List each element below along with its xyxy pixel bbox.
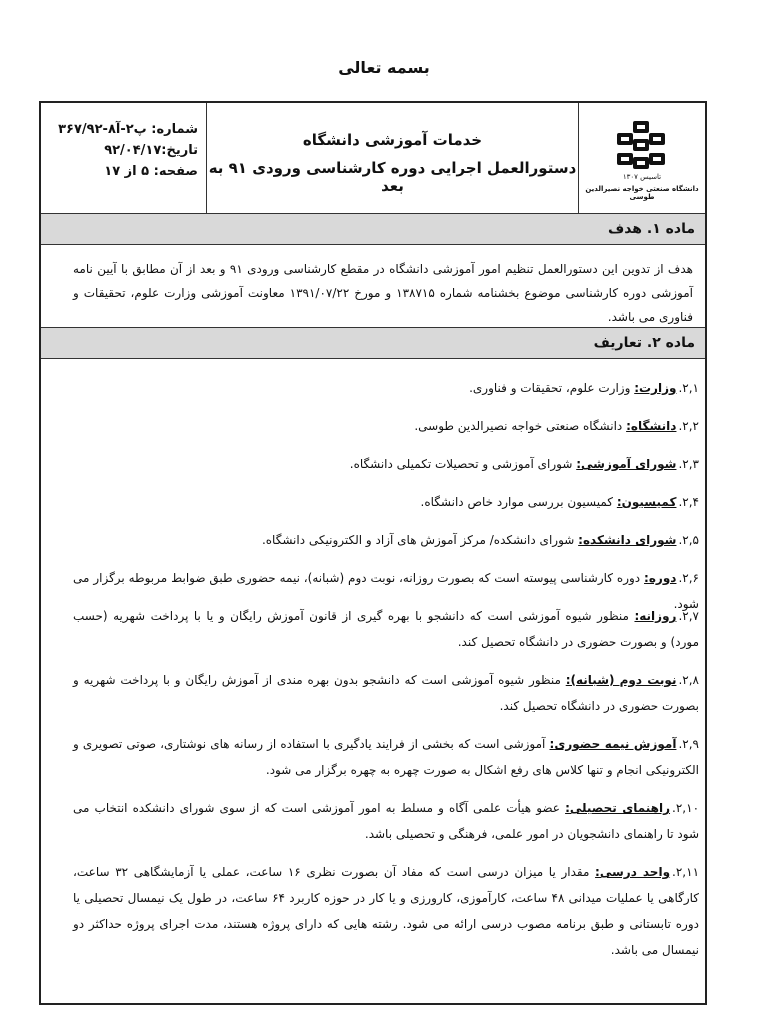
university-logo-area xyxy=(579,103,705,213)
definition-text: شورای دانشکده/ مرکز آموزش های آزاد و الکترونیکی دانشگاه. xyxy=(261,533,579,547)
definition-text: منظور شیوه آموزشی است که دانشجو بدون بهره مندی از آموزش رایگان و با پرداخت شهریه و بصورت حضوری در دانشگاه تحصیل کند. xyxy=(73,673,699,713)
definition-text: عضو هیأت علمی آگاه و مسلط به امور آموزشی است که از سوی شورای دانشکده انتخاب می شود تا راهنمای دانشجویان در امور علمی، فرهنگی و تحصیلی باشد. xyxy=(73,801,699,841)
definition-text: کمیسیون بررسی موارد خاص دانشگاه. xyxy=(420,495,617,509)
definition-number: ۲,۸. xyxy=(678,673,699,687)
definition-item xyxy=(73,667,699,719)
university-logo-icon xyxy=(613,119,669,171)
definition-text: شورای آموزشی و تحصیلات تکمیلی دانشگاه. xyxy=(349,457,577,471)
definition-number: ۲,۷. xyxy=(678,609,699,623)
definition-item xyxy=(73,603,699,655)
definition-number: ۲,۱۱. xyxy=(672,865,700,879)
definition-term: شورای دانشکده: xyxy=(578,533,677,547)
section-heading-definitions: ماده ۲. تعاریف xyxy=(41,327,705,359)
definition-item xyxy=(73,527,699,553)
definition-item xyxy=(73,451,699,477)
definition-item xyxy=(73,489,699,515)
definition-number: ۲,۹. xyxy=(678,737,699,751)
definition-term: دوره: xyxy=(644,571,677,585)
page-title: بسمه تعالی xyxy=(338,58,430,77)
definition-item xyxy=(73,731,699,783)
section-heading-goal: ماده ۱. هدف xyxy=(41,213,705,245)
definition-text: وزارت علوم، تحقیقات و فناوری. xyxy=(469,381,635,395)
department-title: خدمات آموزشی دانشگاه xyxy=(302,131,483,149)
definition-item xyxy=(73,375,699,401)
definition-number: ۲,۶. xyxy=(678,571,699,585)
definition-item xyxy=(73,859,699,963)
definition-number: ۲,۳. xyxy=(678,457,699,471)
document-heading xyxy=(207,103,579,213)
logo-founded-caption: تاسیس ۱۳۰۷ xyxy=(622,173,662,181)
definition-number: ۲,۱. xyxy=(678,381,699,395)
page-counter: صفحه: ۵ از ۱۷ xyxy=(104,164,198,179)
definition-term: وزارت: xyxy=(634,381,677,395)
definition-text: منظور شیوه آموزشی است که دانشجو با بهره گیری از قانون آموزش رایگان و یا با پرداخت شهریه (حسب مورد) و بصورت حضوری در دانشگاه تحصیل کند. xyxy=(73,609,699,649)
definition-item xyxy=(73,795,699,847)
document-meta xyxy=(41,103,207,213)
definition-term: آموزش نیمه حضوری: xyxy=(549,737,677,751)
definition-term: دانشگاه: xyxy=(626,419,677,433)
definition-number: ۲,۵. xyxy=(678,533,699,547)
definition-number: ۲,۴. xyxy=(678,495,699,509)
definition-text: آموزشی است که بخشی از فرایند یادگیری با استفاده از رسانه های نوشتاری، صوتی تصویری و الکترونیکی انجام و تنها کلاس های رفع اشکال به صورت چهره به چهره برگزار می شود. xyxy=(73,737,699,777)
definition-term: نوبت دوم (شبانه): xyxy=(565,673,677,687)
definition-item xyxy=(73,413,699,439)
document-header xyxy=(41,103,705,213)
document-date: تاریخ:۹۲/۰۴/۱۷ xyxy=(104,143,198,158)
document-frame xyxy=(39,101,707,1005)
document-number: شماره: پ۲-آ۸-۳۶۷/۹۲ xyxy=(58,122,198,137)
definition-text: دوره کارشناسی پیوسته است که بصورت روزانه، نوبت دوم (شبانه)، نیمه حضوری طبق ضوابط مربوطه برگزار می شود. xyxy=(73,571,699,611)
definition-term: روزانه: xyxy=(634,609,677,623)
definition-text: مقدار یا میزان درسی است که مفاد آن بصورت نظری ۱۶ ساعت، عملی یا آزمایشگاهی ۳۲ ساعت، کارگاهی یا عملیات میدانی ۴۸ ساعت، کارآموزی، کارورزی و یا کار در حوزه کاربرد ۶۴ ساعت، در طول یک نیمسال تحصیلی یا دوره تابستانی و طبق برنامه مصوب درسی ارائه می شود. رشته هایی که دارای پروژه هستند، مدت اجرای پروژه حداکثر دو نیمسال می باشد. xyxy=(73,865,699,957)
definition-term: کمیسیون: xyxy=(616,495,677,509)
document-subject: دستورالعمل اجرایی دوره کارشناسی ورودی ۹۱ به بعد xyxy=(208,159,577,195)
definition-term: شورای آموزشی: xyxy=(576,457,677,471)
logo-university-name: دانشگاه صنعتی خواجه نصیرالدین طوسی xyxy=(585,185,699,201)
definition-text: دانشگاه صنعتی خواجه نصیرالدین طوسی. xyxy=(414,419,627,433)
definition-term: راهنمای تحصیلی: xyxy=(565,801,671,815)
section-paragraph-goal: هدف از تدوین این دستورالعمل تنظیم امور آموزشی دانشگاه در مقطع کارشناسی ورودی ۹۱ و بعد از آن مطابق با آیین نامه آموزشی دوره کارشناسی موضوع بخشنامه شماره ۱۳۸۷۱۵ و مورخ ۱۳۹۱/۰۷/۲۲ معاونت آموزشی وزارت علوم، تحقیقات و فناوری می باشد. xyxy=(73,262,694,324)
definition-term: واحد درسی: xyxy=(595,865,671,879)
definition-number: ۲,۱۰. xyxy=(672,801,700,815)
definition-number: ۲,۲. xyxy=(678,419,699,433)
